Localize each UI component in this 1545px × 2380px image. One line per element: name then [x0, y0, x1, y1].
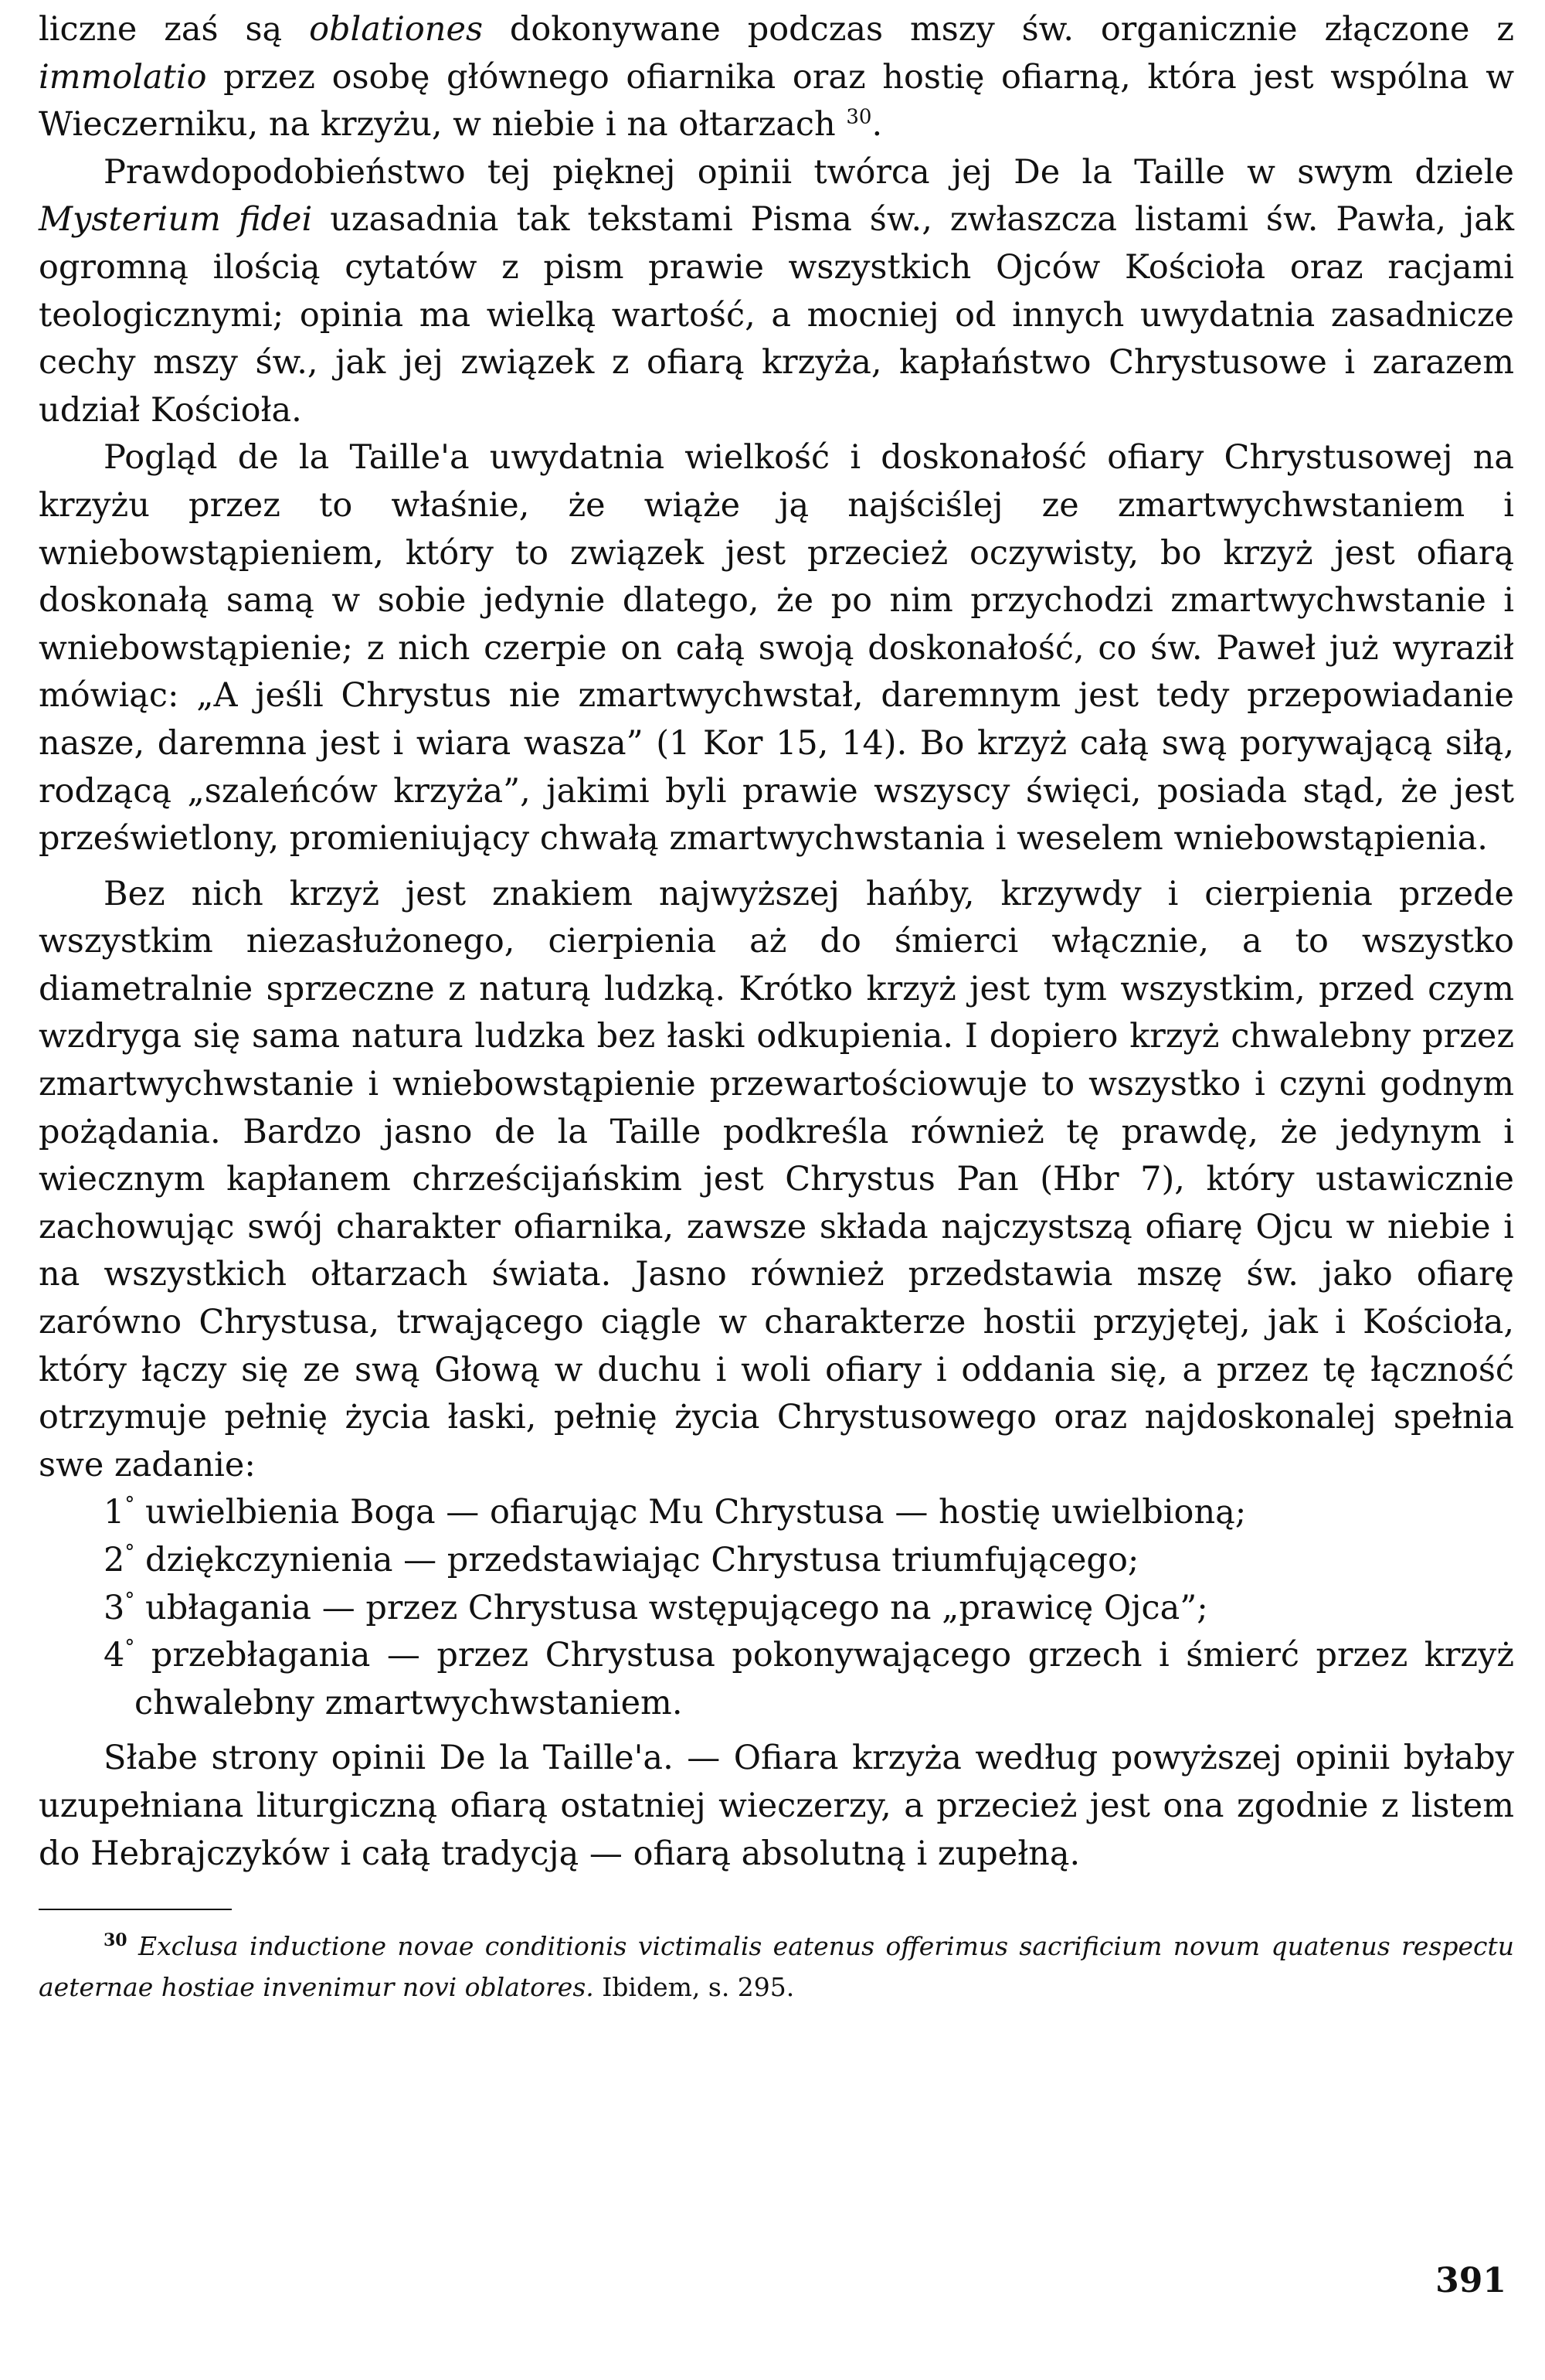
paragraph-2 [39, 149, 1514, 435]
footnote-number: 30 [104, 1930, 127, 1951]
list-text: uwielbienia Boga — ofiarując Mu Chrystusa — hostię uwielbioną; [134, 1493, 1247, 1532]
list-item-1 [39, 1489, 1514, 1537]
degree-mark: ° [124, 1494, 135, 1518]
paragraph-3: Pogląd de la Taille'a uwydatnia wielkość i doskonałość ofiary Chrystusowej na krzyżu przez to właśnie, że wiąże ją najściślej ze zmartwychwstaniem i wniebowstąpieniem, który to związek jest przecież oczywisty, bo krzyż jest ofiarą doskonałą samą w sobie jedynie dlatego, że po nim przychodzi zmartwychwstanie i wniebowstąpienie; z nich czerpie on całą swoją doskonałość, co św. Paweł już wyraził mówiąc: „A jeśli Chrystus nie zmartwychwstał, daremnym jest tedy przepowiadanie nasze, daremna jest i wiara wasza” (1 Kor 15, 14). Bo krzyż całą swą porywającą siłą, rodzącą „szaleńców krzyża”, jakimi byli prawie wszyscy święci, posiada stąd, że jest prześwietlony, promieniujący chwałą zmartwychwstania i weselem wniebowstąpienia. [39, 438, 1514, 858]
footnote-divider [39, 1909, 232, 1910]
text-run: Prawdopodobieństwo tej pięknej opinii twórca jej De la Taille w swym dziele [104, 152, 1514, 192]
page-number: 391 [1435, 2261, 1506, 2300]
text-run: przez osobę głównego ofiarnika oraz hostię ofiarną, która jest wspólna w Wieczerniku, na krzyżu, w niebie i na ołtarzach [39, 57, 1514, 144]
list-text: dziękczynienia — przedstawiając Chrystusa triumfującego; [134, 1541, 1139, 1579]
list-number: 1 [104, 1493, 125, 1532]
italic-title: Mysterium fidei [39, 200, 313, 240]
footnote-source: Ibidem, s. 295. [593, 1972, 795, 2003]
list-number: 4 [104, 1636, 125, 1675]
italic-term: oblationes [309, 10, 484, 49]
list-number: 3 [104, 1588, 125, 1627]
italic-term: immolatio [39, 57, 207, 97]
footnote-quote: Exclusa inductione novae conditionis victimalis eatenus offerimus sacrificium novum quatenus respectu aeternae hostiae invenimur novi oblatores. [39, 1931, 1514, 2003]
footnote-30 [39, 1926, 1514, 2008]
degree-mark: ° [124, 1589, 135, 1613]
footnote-reference: 30 [846, 105, 872, 129]
main-text [39, 6, 1514, 1878]
paragraph-1 [39, 6, 1514, 149]
text-run: liczne zaś są [39, 10, 310, 49]
list-number: 2 [104, 1541, 125, 1579]
list-item-2 [39, 1537, 1514, 1585]
degree-mark: ° [124, 1636, 135, 1660]
list-item-4 [39, 1632, 1514, 1727]
list-text: ubłagania — przez Chrystusa wstępującego na „prawicę Ojca”; [134, 1588, 1208, 1627]
list-item-3 [39, 1585, 1514, 1633]
degree-mark: ° [124, 1541, 135, 1565]
text-run: uzasadnia tak tekstami Pisma św., zwłaszcza listami św. Pawła, jak ogromną ilością cytatów z pism prawie wszystkich Ojców Kościoła oraz racjami teologicznymi; opinia ma wielką wartość, a mocniej od innych uwydatnia zasadnicze cechy mszy św., jak jej związek z ofiarą krzyża, kapłaństwo Chrystusowe i zarazem udział Kościoła. [39, 200, 1514, 430]
list-text: przebłagania — przez Chrystusa pokonywającego grzech i śmierć przez krzyż chwalebny zmartwychwstaniem. [134, 1636, 1514, 1722]
text-run: dokonywane podczas mszy św. organicznie złączone z [483, 10, 1515, 49]
paragraph-5: Słabe strony opinii De la Taille'a. — Ofiara krzyża według powyższej opinii byłaby uzupełniana liturgiczną ofiarą ostatniej wieczerzy, a przecież jest ona zgodnie z listem do Hebrajczyków i całą tradycją — ofiarą absolutną i zupełną. [39, 1739, 1514, 1873]
text-run: . [871, 105, 883, 144]
paragraph-4: Bez nich krzyż jest znakiem najwyższej hańby, krzywdy i cierpienia przede wszystkim niezasłużonego, cierpienia aż do śmierci włącznie, a to wszystko diametralnie sprzeczne z naturą ludzką. Krótko krzyż jest tym wszystkim, przed czym wzdryga się sama natura ludzka bez łaski odkupienia. I dopiero krzyż chwalebny przez zmartwychwstanie i wniebowstąpienie przewartościowuje to wszystko i czyni godnym pożądania. Bardzo jasno de la Taille podkreśla również tę prawdę, że jedynym i wiecznym kapłanem chrześcijańskim jest Chrystus Pan (Hbr 7), który ustawicznie zachowując swój charakter ofiarnika, zawsze składa najczystszą ofiarę Ojcu w niebie i na wszystkich ołtarzach świata. Jasno również przedstawia mszę św. jako ofiarę zarówno Chrystusa, trwającego ciągle w charakterze hostii przyjętej, jak i Kościoła, który łączy się ze swą Głową w duchu i woli ofiary i oddania się, a przez tę łączność otrzymuje pełnię życia łaski, pełnię życia Chrystusowego oraz najdoskonalej spełnia swe zadanie: [39, 874, 1514, 1484]
